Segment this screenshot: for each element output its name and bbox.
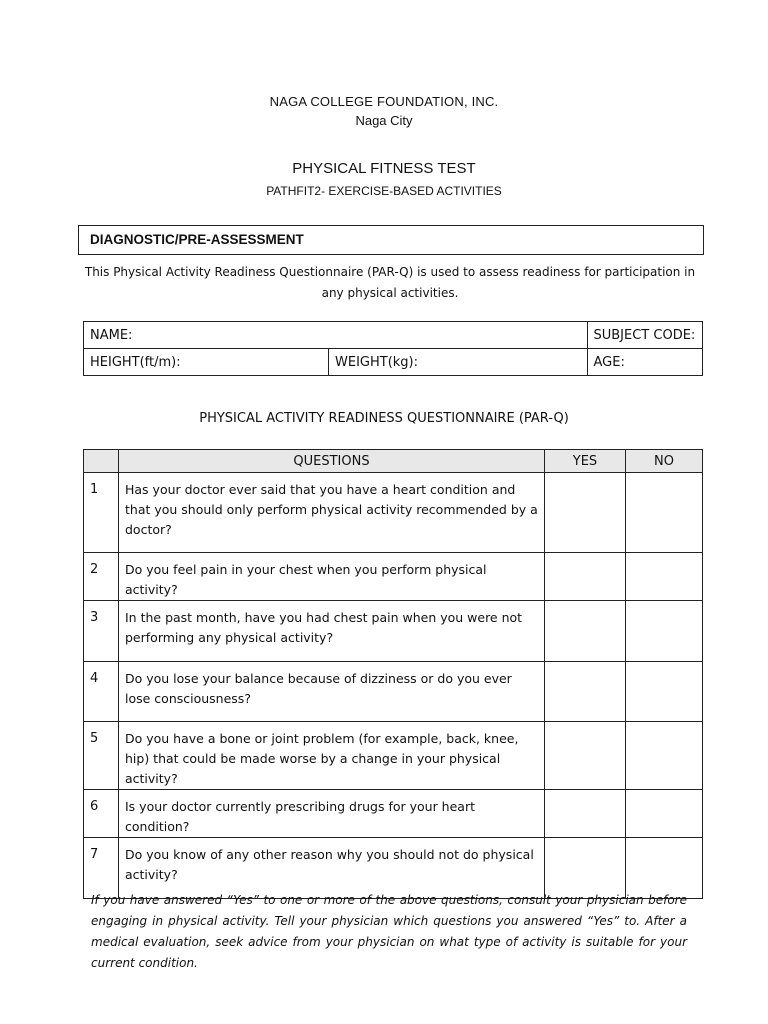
test-subtitle: PATHFIT2- EXERCISE-BASED ACTIVITIES [266,184,502,198]
yes-header: YES [545,450,626,473]
question-text: Is your doctor currently prescribing drugs for your heart condition? [119,790,545,838]
yes-answer-cell[interactable] [545,722,626,790]
yes-answer-cell[interactable] [545,662,626,722]
table-row [84,790,703,838]
no-answer-cell[interactable] [626,790,703,838]
question-number: 4 [84,662,119,722]
no-answer-cell[interactable] [626,601,703,662]
yes-answer-cell[interactable] [545,790,626,838]
org-name: NAGA COLLEGE FOUNDATION, INC. [269,94,499,109]
question-number: 2 [84,553,119,601]
table-row [84,662,703,722]
questions-header: QUESTIONS [119,450,545,473]
student-info-form [83,321,703,376]
questionnaire-table [83,449,703,899]
intro-text: This Physical Activity Readiness Questionnaire (PAR-Q) is used to assess readiness for participation in any physical activities. [84,265,696,300]
yes-answer-cell[interactable] [545,553,626,601]
test-title: PHYSICAL FITNESS TEST [292,160,476,177]
section-title: DIAGNOSTIC/PRE-ASSESSMENT [90,232,304,247]
no-header: NO [626,450,703,473]
no-answer-cell[interactable] [626,722,703,790]
table-row [84,722,703,790]
table-row [84,601,703,662]
question-number: 7 [84,838,119,899]
yes-answer-cell[interactable] [545,601,626,662]
question-number: 6 [84,790,119,838]
name-field[interactable]: NAME: [84,322,588,349]
question-number: 5 [84,722,119,790]
org-city: Naga City [355,113,413,128]
no-answer-cell[interactable] [626,662,703,722]
no-answer-cell[interactable] [626,473,703,553]
no-answer-cell[interactable] [626,553,703,601]
weight-field[interactable]: WEIGHT(kg): [329,349,588,376]
yes-answer-cell[interactable] [545,473,626,553]
question-text: Do you lose your balance because of dizziness or do you ever lose consciousness? [119,662,545,722]
question-number: 1 [84,473,119,553]
table-row [84,473,703,553]
height-field[interactable]: HEIGHT(ft/m): [84,349,329,376]
footer-note: If you have answered “Yes” to one or more of the above questions, consult your physician before engaging in physical activity. Tell your physician which questions you answered “Yes” to. After a medical evaluation, seek advice from your physician on what type of activity is suitable for your current condition. [91,893,687,970]
question-text: Do you have a bone or joint problem (for example, back, knee, hip) that could be made worse by a change in your physical activity? [119,722,545,790]
subject-code-field[interactable]: SUBJECT CODE: [587,322,703,349]
age-field[interactable]: AGE: [587,349,703,376]
num-header [84,450,119,473]
question-text: Do you feel pain in your chest when you perform physical activity? [119,553,545,601]
question-text: Has your doctor ever said that you have a heart condition and that you should only perform physical activity recommended by a doctor? [119,473,545,553]
section-header-box [78,225,704,255]
table-row [84,553,703,601]
question-text: In the past month, have you had chest pain when you were not performing any physical activity? [119,601,545,662]
question-text: Do you know of any other reason why you should not do physical activity? [119,838,545,899]
questionnaire-title: PHYSICAL ACTIVITY READINESS QUESTIONNAIRE (PAR-Q) [199,411,569,426]
question-number: 3 [84,601,119,662]
